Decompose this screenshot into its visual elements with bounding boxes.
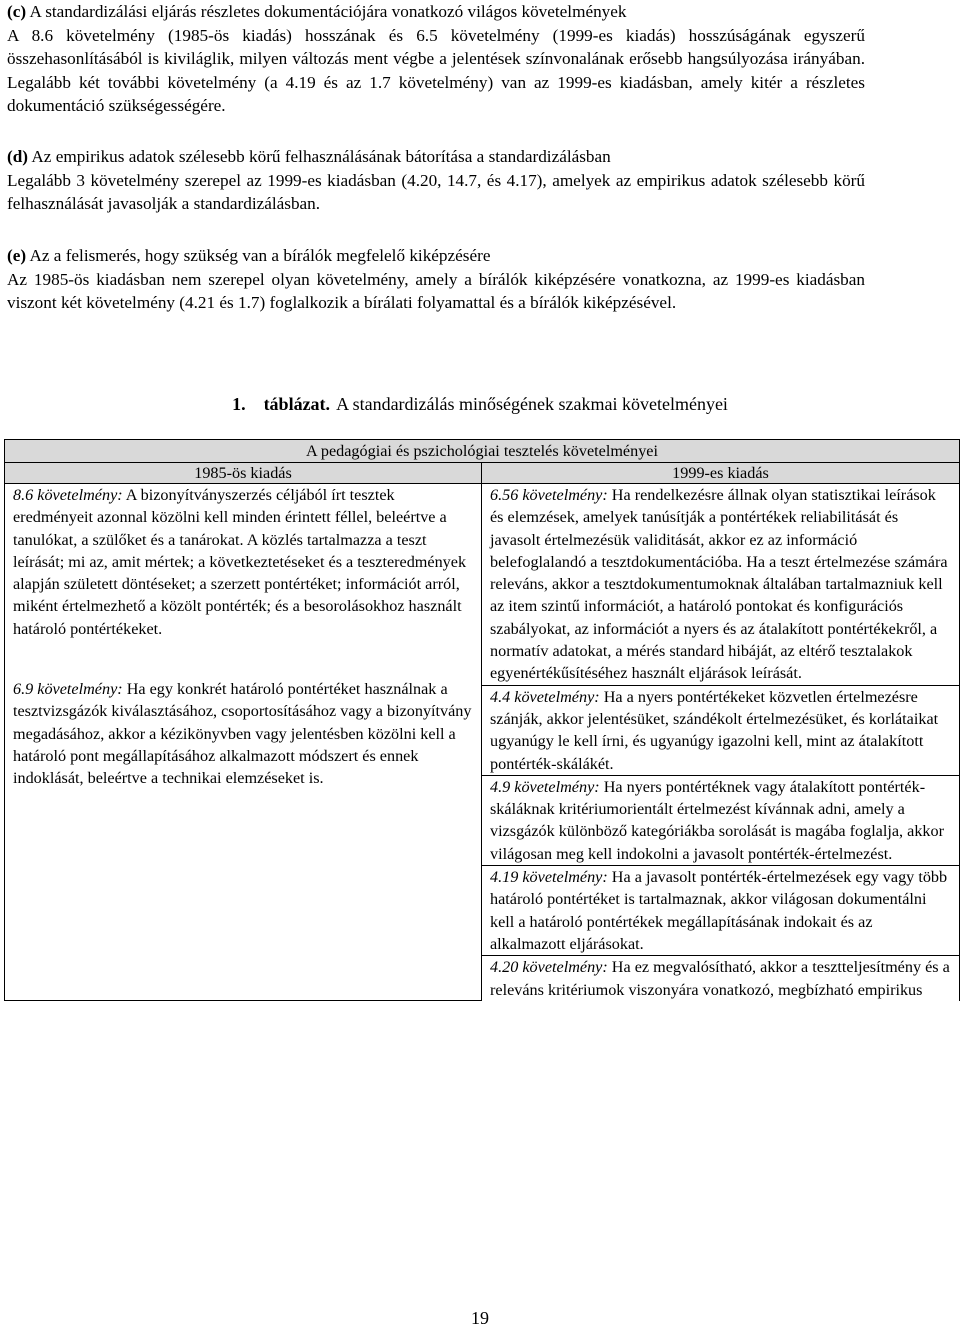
section-e (7, 244, 865, 315)
requirement-text: Ha a javasolt pontérték-értelmezések egy vagy több határoló pontértéket is tartalmaznak, akkor világosan dokumentálni kell a határoló pontértékek megállapításának indokait és az alkalmazott eljárásokat. (490, 868, 948, 953)
requirement-id: 6.9 követelmény: (13, 680, 123, 699)
requirement-8-6 (13, 484, 473, 640)
requirement-text: Ha ez megvalósítható, akkor a tesztteljesítmény és a releváns kritériumok viszonyára vonatkozó, megbízható empirikus (490, 958, 950, 999)
table-caption (0, 392, 960, 416)
table-title: A pedagógiai és pszichológiai tesztelés követelményei (5, 440, 960, 463)
cell-requirement-6-56 (482, 484, 960, 686)
table-header-row (5, 463, 960, 484)
page-number: 19 (471, 1308, 489, 1328)
requirement-6-9 (13, 678, 473, 789)
cell-requirement-4-19 (482, 866, 960, 956)
section-e-label: (e) (7, 246, 27, 265)
column-header-1999: 1999-es kiadás (482, 463, 960, 484)
table-caption-title: A standardizálás minőségének szakmai követelményei (336, 394, 728, 414)
requirements-table (4, 439, 960, 1001)
table-title-row (5, 440, 960, 463)
section-c-label: (c) (7, 2, 27, 21)
section-e-body: Az 1985-ös kiadásban nem szerepel olyan követelmény, amely a bírálók kiképzésére vonatkozna, az 1999-es kiadásban viszont két követelmény (4.21 és 1.7) foglalkozik a bírálati folyamattal és a bírálók kiképzésével. (7, 269, 865, 313)
requirement-id: 6.56 követelmény: (490, 486, 608, 504)
table-row (5, 484, 960, 686)
requirement-text: A bizonyítványszerzés céljából írt tesztek eredményeit azonnal közölni kell minden érintett féllel, beleértve a tanulókat, a szülőket és a tanárokat. A közlés tartalmazza a teszt leírását; mi az, amit mértek; a következtetéseket és a teszteredmények alapján született döntéseket; a szerzett pontértéket; információt arról, miként értelmezhető a közölt pontérték; és a besorolásokhoz használt határoló pontértékeket. (13, 486, 467, 638)
cell-1985-requirements (5, 484, 482, 1001)
requirement-text: Ha rendelkezésre állnak olyan statisztikai leírások és elemzések, amelyek tanúsítják a pontértékek reliabilitását és javasolt értelmezésük validitását, akkor ez az információ belefoglalandó a tesztdokumentációba. Ha a teszt értelmezése számára releváns, akkor a tesztdokumentumoknak általában tartalmazniuk kell az item szintű információt, a határoló pontokat és konfigurációs szabályokat, az információt a nyers és az átalakított pontértékekről, a normatív adatokat, a mérés standard hibáját, az eltérő tesztalakok egyenértékűsítéséhez használt eljárások leírását. (490, 486, 948, 683)
requirement-text: Ha egy konkrét határoló pontértéket használnak a tesztvizsgázók kiválasztásához, csoportosításához vagy a bizonyítvány megadásához, akkor a kézikönyvben vagy jelentésben közölni kell a határoló pont megállapításához alkalmazott módszert és ennek indoklását, beleértve a technikai elemzéseket is. (13, 680, 472, 788)
table-caption-number: 1. (232, 394, 246, 414)
requirement-id: 4.9 követelmény: (490, 777, 600, 796)
section-d-heading: Az empirikus adatok szélesebb körű felhasználásának bátorítása a standardizálásban (31, 147, 611, 166)
column-header-1985: 1985-ös kiadás (5, 463, 482, 484)
section-c-heading: A standardizálási eljárás részletes dokumentációjára vonatkozó világos követelmények (29, 2, 627, 21)
requirement-id: 4.20 követelmény: (490, 958, 608, 977)
cell-requirement-4-4 (482, 685, 960, 775)
table-caption-label: táblázat. (263, 394, 331, 414)
section-e-heading: Az a felismerés, hogy szükség van a bírálók megfelelő kiképzésére (29, 246, 491, 265)
requirement-id: 8.6 követelmény: (13, 486, 123, 504)
section-d-body: Legalább 3 követelmény szerepel az 1999-es kiadásban (4.20, 14.7, és 4.17), amelyek az empirikus adatok szélesebb körű felhasználását javasolják a standardizálásban. (7, 170, 865, 214)
cell-requirement-4-9 (482, 775, 960, 865)
requirement-id: 4.19 követelmény: (490, 868, 608, 887)
requirement-text: Ha a nyers pontértékeket közvetlen értelmezésre szánják, akkor jelentésüket, szándékolt értelmezésüket, és korlátaikat ugyanúgy le kell írni, és ugyanúgy igazolni kell, mint az átalakított pontérték-skálákét. (490, 687, 939, 773)
section-c-body: A 8.6 követelmény (1985-ös kiadás) hosszának és 6.5 követelmény (1999-es kiadás) hosszúságának egyszerű összehasonlításából is kiviláglik, milyen változás ment végbe a jelentések színvonalának erősebb hangsúlyozása irányában. Legalább két további követelmény (a 4.19 és az 1.7 követelmény) van az 1999-es kiadásban, amely kitér a részletes dokumentáció szükségességére. (7, 25, 865, 116)
requirement-id: 4.4 követelmény: (490, 687, 600, 706)
section-d-label: (d) (7, 147, 29, 166)
section-c (7, 0, 865, 118)
requirement-text: Ha nyers pontértéknek vagy átalakított pontérték-skáláknak kritériumorientált értelmezést kívánnak adni, amely a vizsgázók különböző kategóriákba sorolását is magába foglalja, akkor világosan meg kell indokolni a javasolt pontérték-értelmezést. (490, 777, 945, 863)
section-d (7, 145, 865, 216)
cell-requirement-4-20 (482, 956, 960, 1001)
